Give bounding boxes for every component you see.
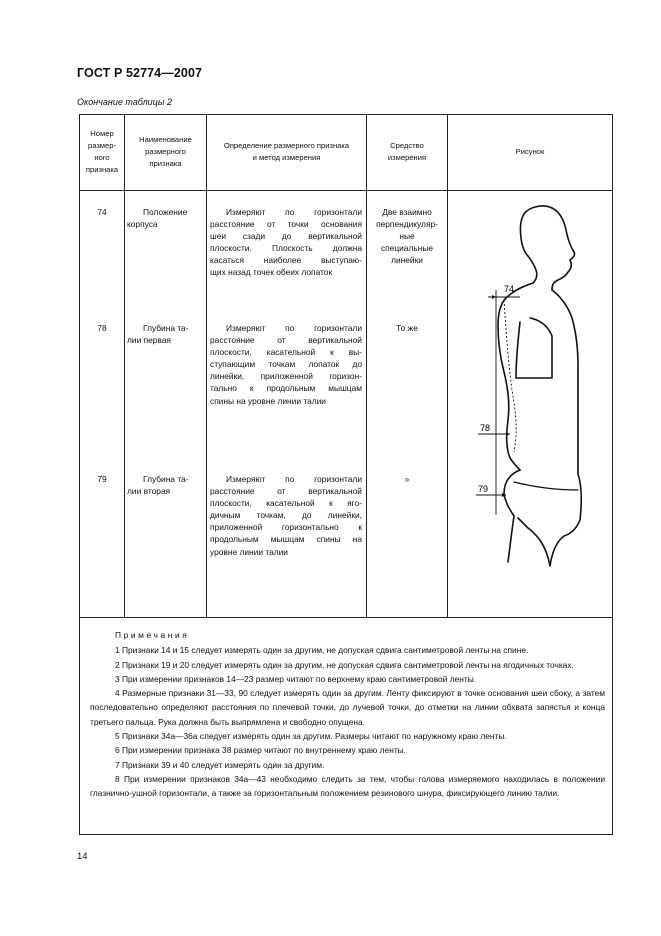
- label-79: 79: [478, 484, 489, 494]
- body-profile-figure: [448, 190, 612, 617]
- note-item: 7 Признаки 39 и 40 следует измерять один за другим.: [115, 759, 325, 770]
- column-header-definition: Определение размерного признака и метод измерения: [223, 141, 350, 162]
- label-74: 74: [504, 284, 515, 294]
- hip-outline: [504, 470, 520, 562]
- label-78: 78: [480, 423, 491, 433]
- row-definition: Измеряют по горизонтали расстояние от вертикальной плоскости, касательной к вы- ступающим точкам лопаток до линейки, приложенной горизон- тально к продольным мышцам спины на уровне линии талии: [210, 323, 362, 406]
- row-number: 78: [97, 323, 107, 333]
- row-name: Глубина та- лии первая: [127, 323, 189, 346]
- note-item: 6 При измерении признака 38 размер читают по внутреннему краю ленты.: [115, 745, 407, 756]
- row-number: 79: [97, 474, 107, 484]
- column-header-figure: Рисунок: [515, 147, 545, 156]
- note-item: 2 Признаки 19 и 20 следует измерять один за другим, не допуская сдвига сантиметровой ленты на ягодичных точках.: [115, 659, 574, 670]
- row-name: Глубина та- лии вторая: [127, 474, 189, 497]
- row-definition: Измеряют по горизонтали расстояние от точки основания шеи сзади до вертикальной плоскости. Плоскость должна касаться наиболее выступаю- щих назад точек обеих лопаток: [210, 207, 362, 278]
- column-header-name: Наименование размерного признака: [139, 135, 192, 168]
- row-number: 74: [97, 207, 107, 217]
- row-definition: Измеряют по горизонтали расстояние от вертикальной плоскости, касательной к яго- дичным точкам, до линейки, приложенной горизонтально к продольным мышцам спины на уровне линии талии: [210, 474, 362, 557]
- arm-outline: [516, 318, 552, 378]
- notes-title: Примечания: [115, 630, 190, 640]
- note-item: 5 Признаки 34а—36а следует измерять один за другим. Размеры читают по наружному краю ленты.: [115, 731, 507, 742]
- document-header: ГОСТ Р 52774—2007: [77, 66, 203, 80]
- row-tool: То же: [396, 323, 418, 333]
- measure-78-arrow: [506, 432, 510, 436]
- head-outline: [520, 206, 552, 283]
- spine-dotted-line: [504, 300, 516, 452]
- note-item: 8 При измерении признаков 34а—43 необходимо следить за тем, чтобы голова измеряемого находилась в положении глазнично-ушной горизонтали, а также за горизонтальным положением резинового шнура, фиксирующего линию талии.: [90, 773, 605, 799]
- note-item: 3 При измерении признаков 14—23 размер читают по верхнему краю сантиметровой ленты.: [115, 673, 477, 684]
- note-item: 4 Размерные признаки 31—33, 90 следует измерять один за другим. Ленту фиксируют в точке основания шеи сбоку, а затем последовательно определяют расстояния по плечевой точки, до лучевой точки, до отметки на линии обхвата запястья и конца третьего пальца. Рука должна быть выпрямлена и свободно опущена.: [90, 688, 605, 727]
- notes-block: [90, 628, 605, 801]
- note-item: 1 Признаки 14 и 15 следует измерять один за другим, не допуская сдвига сантиметровой ленты на спине.: [115, 645, 529, 656]
- page-number: 14: [77, 851, 88, 862]
- waist-line: [514, 482, 578, 490]
- notes-divider: [79, 617, 613, 618]
- row-tool: Две взаимно перпендикуляр- ные специальные линейки: [376, 207, 438, 266]
- column-header-number: Номер размер- ного признака: [85, 129, 119, 174]
- column-header-tool: Средство измерения: [387, 141, 427, 162]
- row-name: Положение корпуса: [127, 207, 188, 230]
- chest-outline: [552, 290, 578, 474]
- measure-74-arrow: [492, 295, 496, 299]
- leg-outline: [518, 474, 581, 566]
- row-tool: »: [404, 474, 410, 484]
- table-caption: Окончание таблицы 2: [77, 97, 172, 107]
- face-outline: [552, 208, 575, 290]
